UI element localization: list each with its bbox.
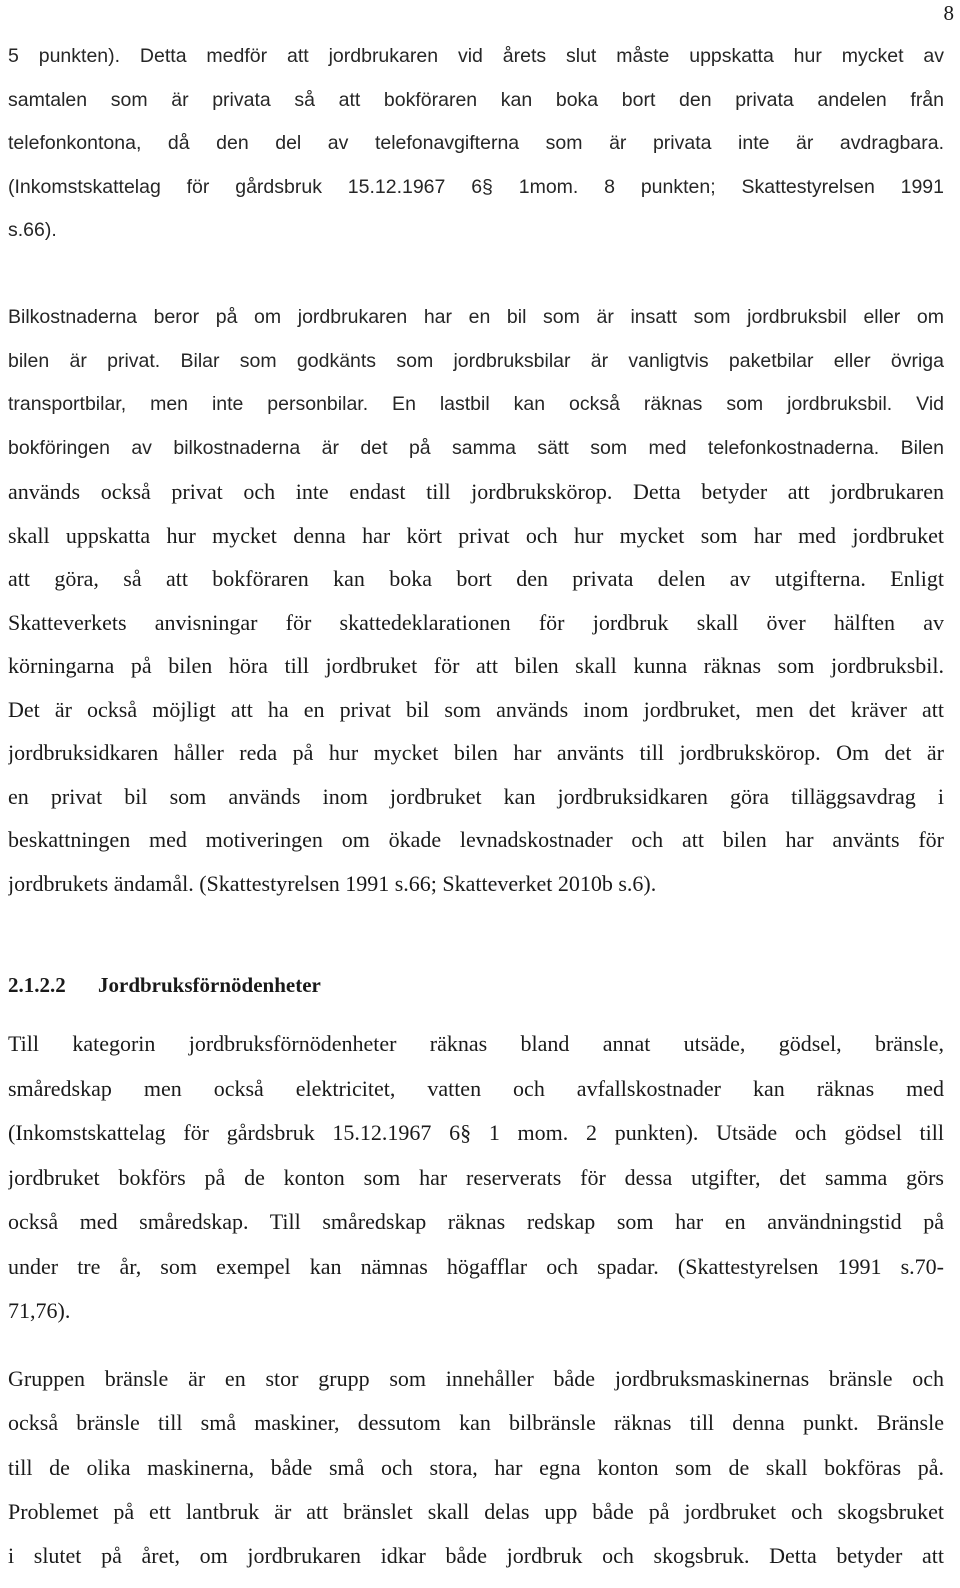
text-line: jordbruksidkaren håller reda på hur mycket bilen har använts till jordbrukskörор. Om det är: [8, 740, 944, 765]
text-line: (Inkomstskattelag för gårdsbruk 15.12.1967 6§ 1mom. 8 punkten; Skattestyrelsen 1991: [8, 175, 944, 198]
text-line: i slutet på året, om jordbrukaren idkar både jordbruk och skogsbruk. Detta betyder att: [8, 1543, 944, 1569]
text-line: 71,76).: [8, 1298, 71, 1323]
text-line: att göra, så att bokföraren kan boka bort den privata delen av utgifterna. Enligt: [8, 566, 944, 591]
text-line: samtalen som är privata så att bokföraren kan boka bort den privata andelen från: [8, 88, 944, 111]
text-line: körningarna på bilen höra till jordbruket för att bilen skall kunna räknas som jordbruksbil.: [8, 653, 944, 678]
text-line: jordbruket bokförs på de konton som har reserverats för dessa utgifter, det samma görs: [8, 1164, 944, 1190]
text-line: (Inkomstskattelag för gårdsbruk 15.12.1967 6§ 1 mom. 2 punkten). Utsäde och gödsel till: [8, 1120, 944, 1145]
paragraph-fuel: [8, 1357, 944, 1578]
text-line: under tre år, som exempel kan nämnas högafflar och spadar. (Skattestyrelsen 1991 s.70-: [8, 1253, 944, 1279]
text-line: Till kategorin jordbruksförnödenheter räknas bland annat utsäde, gödsel, bränsle,: [8, 1031, 944, 1056]
text-line: också med småredskap. Till småredskap räknas redskap som har en användningstid på: [8, 1209, 944, 1234]
section-heading: [8, 970, 321, 1000]
text-line: Det är också möjligt att ha en privat bil som används inom jordbruket, men det kräver att: [8, 696, 944, 722]
text-line: Gruppen bränsle är en stor grupp som innehåller både jordbruksmaskinernas bränsle och: [8, 1366, 944, 1391]
text-line: skall uppskatta hur mycket denna har kört privat och hur mycket som har med jordbruket: [8, 522, 944, 548]
text-line: också bränsle till små maskiner, dessutom kan bilbränsle räknas till denna punkt. Bränsle: [8, 1410, 944, 1436]
text-line: småredskap men också elektricitet, vatten och avfallskostnader kan räknas med: [8, 1075, 944, 1101]
paragraph-continuation: [8, 35, 944, 253]
text-line: Bilkostnaderna beror på om jordbrukaren har en bil som är insatt som jordbruksbil eller om: [8, 306, 944, 328]
text-line: transportbilar, men inte personbilar. En lastbil kan också räknas som jordbruksbil. Vid: [8, 393, 944, 415]
text-line: bokföringen av bilkostnaderna är det på samma sätt som med telefonkostnaderna. Bilen: [8, 436, 944, 459]
text-line: jordbrukets ändamål. (Skattestyrelsen 1991 s.66; Skatteverket 2010b s.6).: [8, 870, 657, 896]
text-line: telefonkontona, då den del av telefonavgifterna som är privata inte är avdragbara.: [8, 132, 944, 154]
text-line: bilen är privat. Bilar som godkänts som jordbruksbilar är vanligtvis paketbilar eller övriga: [8, 349, 944, 372]
text-line: till de olika maskinerna, både små och stora, har egna konton som de skall bokföras på.: [8, 1454, 944, 1480]
paragraph-car-costs-part-2: [8, 470, 944, 905]
page-number: 8: [943, 1, 954, 25]
paragraph-supplies: [8, 1022, 944, 1334]
text-line: en privat bil som används inom jordbruket kan jordbruksidkaren göra tilläggsavdrag i: [8, 783, 944, 809]
text-line: s.66).: [8, 219, 57, 241]
section-number: 2.1.2.2: [8, 973, 66, 997]
text-line: Skatteverkets anvisningar för skattedeklarationen för jordbruk skall över hälften av: [8, 609, 944, 635]
paragraph-car-costs-part-1: [8, 296, 944, 470]
section-title: Jordbruksförnödenheter: [98, 973, 321, 997]
text-line: Problemet på ett lantbruk är att bränslet skall delas upp både på jordbruket och skogsbruket: [8, 1498, 944, 1524]
text-line: 5 punkten). Detta medför att jordbrukaren vid årets slut måste uppskatta hur mycket av: [8, 45, 944, 67]
text-line: används också privat och inte endast till jordbrukskörор. Detta betyder att jordbrukaren: [8, 479, 944, 504]
text-line: beskattningen med motiveringen om ökade levnadskostnader och att bilen har använts för: [8, 827, 944, 852]
